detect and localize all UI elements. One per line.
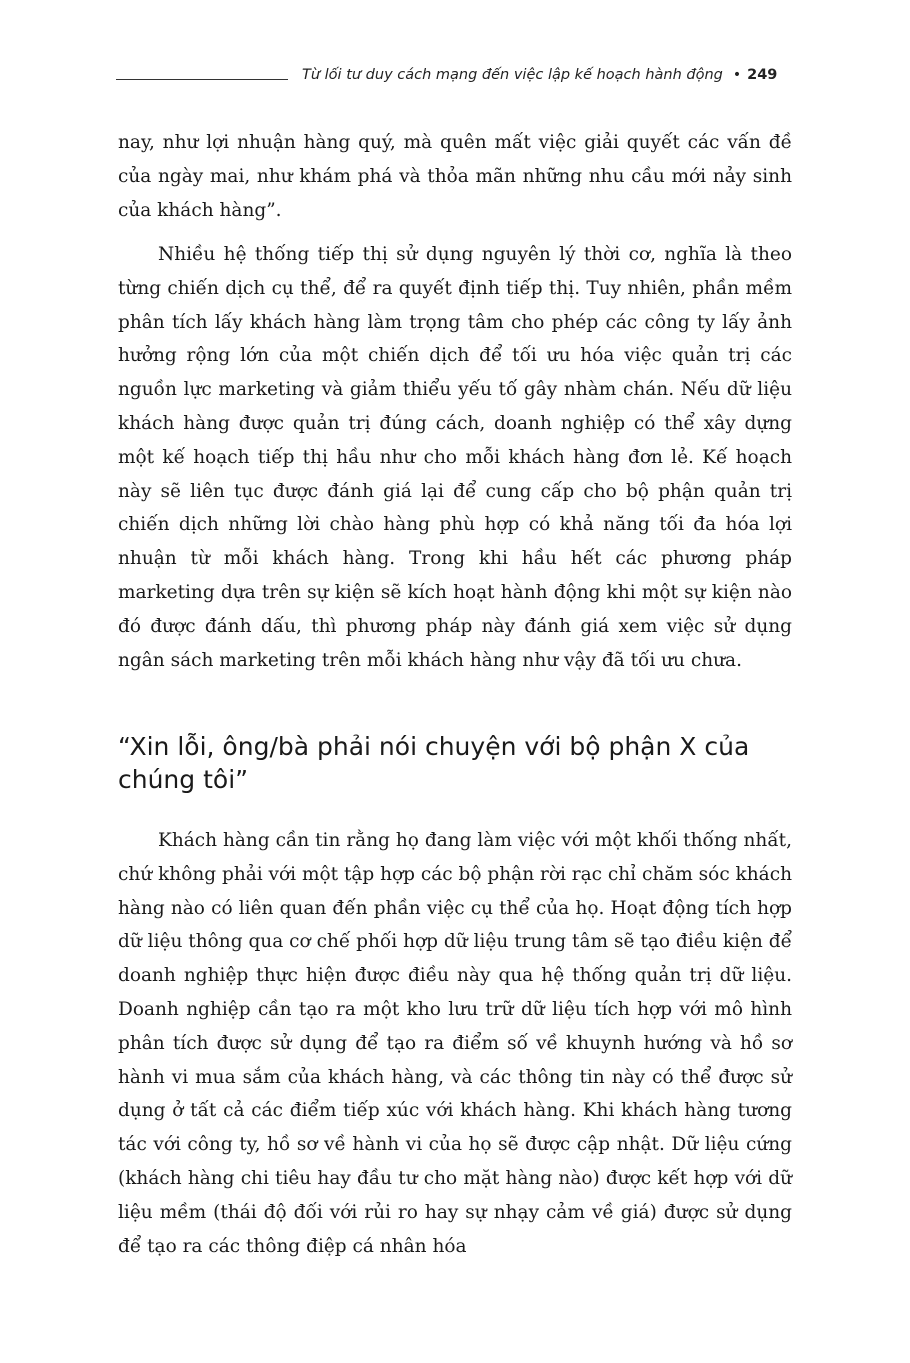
header-rule [116,79,288,80]
page-number: 249 [747,67,778,83]
paragraph-unified-customer [118,824,792,1263]
paragraph-marketing-systems [118,238,792,677]
paragraph-continuation [118,126,792,227]
header-bullet: • [732,67,742,83]
running-header [116,62,794,88]
paragraph-2: Nhiều hệ thống tiếp thị sử dụng nguyên lý thời cơ, nghĩa là theo từng chiến dịch cụ thể, để ra quyết định tiếp thị. Tuy nhiên, phần mềm phân tích lấy khách hàng làm trọng tâm cho phép các công ty lấy ảnh hưởng rộng lớn của một chiến dịch để tối ưu hóa việc quản trị các nguồn lực marketing và giảm thiểu yếu tố gây nhàm chán. Nếu dữ liệu khách hàng được quản trị đúng cách, doanh nghiệp có thể xây dựng một kế hoạch tiếp thị hầu như cho mỗi khách hàng đơn lẻ. Kế hoạch này sẽ liên tục được đánh giá lại để cung cấp cho bộ phận quản trị chiến dịch những lời chào hàng phù hợp có khả năng tối đa hóa lợi nhuận từ mỗi khách hàng. Trong khi hầu hết các phương pháp marketing dựa trên sự kiện sẽ kích hoạt hành động khi một sự kiện nào đó được đánh dấu, thì phương pháp này đánh giá xem việc sử dụng ngân sách marketing trên mỗi khách hàng như vậy đã tối ưu chưa. [118,244,792,671]
running-title: Từ lối tư duy cách mạng đến việc lập kế hoạch hành động [302,67,723,83]
section-heading: “Xin lỗi, ông/bà phải nói chuyện với bộ phận X của chúng tôi” [118,732,750,794]
paragraph-3: Khách hàng cần tin rằng họ đang làm việc với một khối thống nhất, chứ không phải với một tập hợp các bộ phận rời rạc chỉ chăm sóc khách hàng nào có liên quan đến phần việc cụ thể của họ. Hoạt động tích hợp dữ liệu thông qua cơ chế phối hợp dữ liệu trung tâm sẽ tạo điều kiện để doanh nghiệp thực hiện được điều này qua hệ thống quản trị dữ liệu. Doanh nghiệp cần tạo ra một kho lưu trữ dữ liệu tích hợp với mô hình phân tích được sử dụng để tạo ra điểm số về khuynh hướng và hồ sơ hành vi mua sắm của khách hàng, và các thông tin này có thể được sử dụng ở tất cả các điểm tiếp xúc với khách hàng. Khi khách hàng tương tác với công ty, hồ sơ về hành vi của họ sẽ được cập nhật. Dữ liệu cứng (khách hàng chi tiêu hay đầu tư cho mặt hàng nào) được kết hợp với dữ liệu mềm (thái độ đối với rủi ro hay sự nhạy cảm về giá) được sử dụng để tạo ra các thông điệp cá nhân hóa [118,830,792,1257]
paragraph-1: nay, như lợi nhuận hàng quý, mà quên mất việc giải quyết các vấn đề của ngày mai, như khám phá và thỏa mãn những nhu cầu mới nảy sinh của khách hàng”. [118,132,792,221]
